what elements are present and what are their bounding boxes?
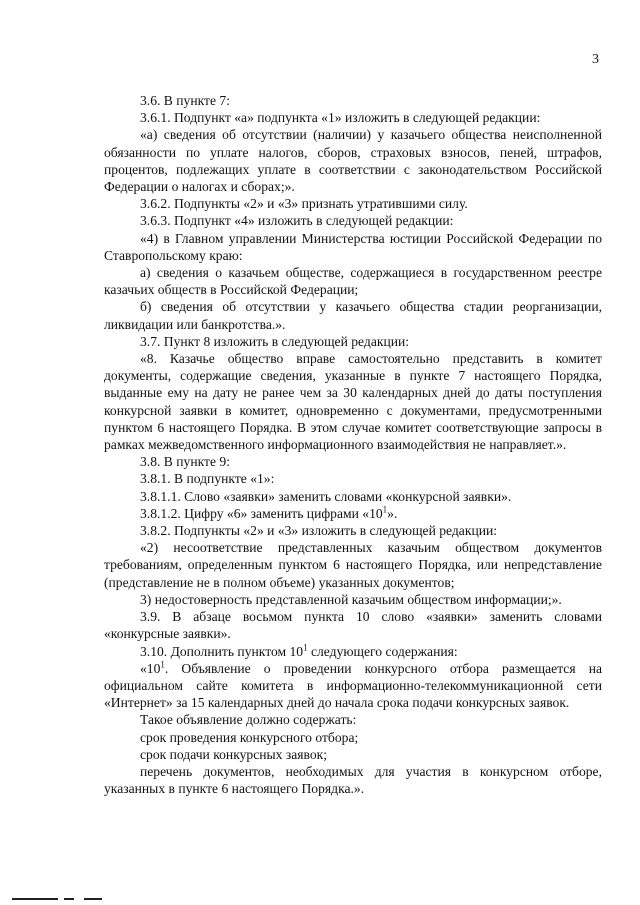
page-number: 3 (592, 52, 599, 67)
paragraph: 3.7. Пункт 8 изложить в следующей редакции: (140, 333, 410, 349)
paragraph: «8. Казачье общество вправе самостоятельно представить в комитет документы, содержащие сведения, указанные в пункте 7 настоящего Порядка, выданные ему на дату не ранее чем за 30 календарных дней до даты поступления конкурсной заявки в комитет, одновременно с документами, предусмотренными пунктом 6 настоящего Порядка. В этом случае комитет соответствующие запросы в рамках межведомственного информационного взаимодействия не направляет.». (104, 351, 602, 453)
paragraph: «4) в Главном управлении Министерства юстиции Российской Федерации по Ставропольскому краю: (104, 230, 602, 263)
paragraph: 3.8.1.1. Слово «заявки» заменить словами «конкурсной заявки». (140, 488, 512, 504)
paragraph: срок подачи конкурсных заявок; (140, 746, 328, 762)
paragraph: Такое объявление должно содержать: (140, 712, 357, 728)
paragraph (104, 505, 602, 522)
paragraph-text: 3.8.1.2. Цифру «6» заменить цифрами «10 (140, 505, 383, 521)
paragraph: «а) сведения об отсутствии (наличии) у казачьего общества неисполненной обязанности по уплате налогов, сборов, страховых взносов, пеней, штрафов, процентов, подлежащих уплате в соответствии с законодательством Российской Федерации о налогах и сборах;». (104, 127, 602, 195)
paragraph: 3.6.3. Подпункт «4» изложить в следующей редакции: (140, 213, 454, 229)
superscript: 1 (382, 504, 388, 515)
paragraph: 3.8.1. В подпункте «1»: (140, 471, 275, 487)
document-body (104, 92, 602, 797)
superscript: 1 (160, 659, 165, 670)
paragraph: 3.6. В пункте 7: (140, 93, 230, 108)
paragraph-text: «10 (140, 660, 161, 676)
superscript: 1 (303, 641, 308, 652)
paragraph-text-after: следующего содержания: (307, 643, 458, 659)
footer-rule (64, 898, 74, 900)
paragraph: срок проведения конкурсного отбора; (140, 729, 359, 745)
paragraph-text-after: . Объявление о проведении конкурсного отбора размещается на официальном сайте комитета в информационно-телекоммуникационной сети «Интернет» за 15 календарных дней до начала срока подачи конкурсных заявок. (104, 660, 602, 711)
paragraph: перечень документов, необходимых для участия в конкурсном отборе, указанных в пункте 6 настоящего Порядка.». (104, 763, 602, 797)
paragraph: 3.9. В абзаце восьмом пункта 10 слово «заявки» заменить словами «конкурсные заявки». (104, 609, 602, 642)
paragraph (104, 660, 602, 712)
paragraph: 3.6.1. Подпункт «а» подпункта «1» изложить в следующей редакции: (140, 110, 541, 126)
footer-rule (12, 898, 58, 900)
paragraph-text: 3.10. Дополнить пунктом 10 (140, 643, 304, 659)
paragraph: 3.8. В пункте 9: (140, 454, 230, 470)
paragraph: 3.8.2. Подпункты «2» и «3» изложить в следующей редакции: (140, 523, 498, 539)
paragraph-text-after: ». (387, 505, 398, 521)
paragraph: а) сведения о казачьем обществе, содержащиеся в государственном реестре казачьих обществ в Российской Федерации; (104, 265, 602, 298)
paragraph (104, 643, 602, 660)
paragraph: 3.6.2. Подпункты «2» и «3» признать утратившими силу. (140, 196, 468, 212)
paragraph: 3) недостоверность представленной казачьим обществом информации;». (140, 591, 562, 607)
paragraph: б) сведения об отсутствии у казачьего общества стадии реорганизации, ликвидации или банкротства.». (104, 299, 602, 332)
footer-rule (84, 898, 102, 900)
paragraph: «2) несоответствие представленных казачьим обществом документов требованиям, определенным пунктом 6 настоящего Порядка, или непредставление (представление не в полном объеме) указанных документов; (104, 540, 602, 590)
